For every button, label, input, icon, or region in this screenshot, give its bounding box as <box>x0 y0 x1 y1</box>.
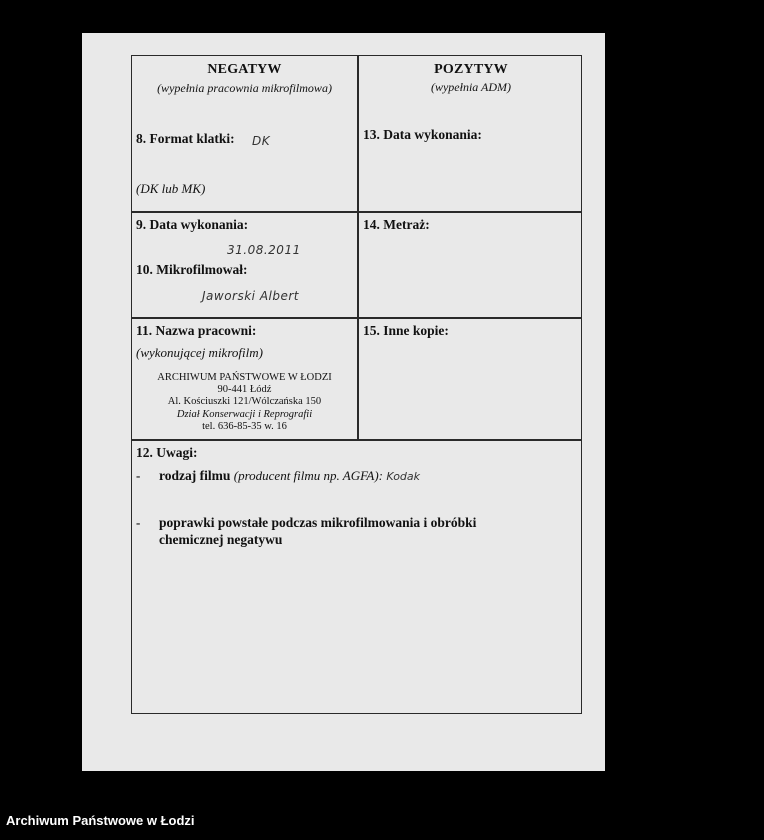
format-klatki-label: 8. Format klatki: <box>136 131 235 146</box>
metraz-label: 14. Metraż: <box>363 217 430 232</box>
metraz-cell <box>359 212 583 317</box>
stamp-line-2: 90-441 Łódź <box>217 384 272 396</box>
inne-kopie-label: 15. Inne kopie: <box>363 323 449 338</box>
pozytyw-title: POZYTYW <box>434 62 508 77</box>
stamp-line-5: tel. 636-85-35 w. 16 <box>202 420 287 432</box>
stamp-line-1: ARCHIWUM PAŃSTWOWE W ŁODZI <box>157 372 332 383</box>
microfilm-form-table <box>131 55 582 714</box>
data-wykonania-value: 31.08.2011 <box>227 243 301 257</box>
mikrofilmowal-label: 10. Mikrofilmował: <box>136 262 248 277</box>
negatyw-subtitle: (wypełnia pracownia mikrofilmowa) <box>157 81 332 95</box>
pozytyw-data-wykonania-label: 13. Data wykonania: <box>363 127 482 142</box>
nazwa-pracowni-label: 11. Nazwa pracowni: <box>136 323 257 338</box>
negatyw-title: NEGATYW <box>207 62 282 77</box>
archive-stamp <box>132 372 357 433</box>
scanned-document-page <box>82 33 605 771</box>
uwagi-label: 12. Uwagi: <box>136 445 198 460</box>
inne-kopie-cell <box>359 318 583 439</box>
poprawki-line-1: poprawki powstałe podczas mikrofilmowania i obróbki <box>159 515 477 530</box>
uwagi-cell <box>132 441 583 713</box>
data-wykonania-label: 9. Data wykonania: <box>136 217 249 232</box>
rodzaj-filmu-label: rodzaj filmu <box>159 468 231 483</box>
nazwa-pracowni-cell <box>132 318 357 439</box>
rodzaj-filmu-row <box>159 468 420 484</box>
bullet-1: - <box>136 468 141 483</box>
bullet-2: - <box>136 515 141 530</box>
format-klatki-hint: (DK lub MK) <box>136 181 206 196</box>
pozytyw-subtitle: (wypełnia ADM) <box>430 80 512 94</box>
rodzaj-filmu-hint: (producent filmu np. AGFA): <box>233 468 383 483</box>
negatyw-header-cell <box>132 56 357 211</box>
format-klatki-value: DK <box>252 134 271 148</box>
poprawki-line-2: chemicznej negatywu <box>159 532 283 547</box>
archive-caption: Archiwum Państwowe w Łodzi <box>6 813 195 828</box>
stamp-line-3: Al. Kościuszki 121/Wólczańska 150 <box>167 396 322 408</box>
stamp-line-4: Dział Konserwacji i Reprografii <box>176 408 313 420</box>
pozytyw-header-cell <box>359 56 583 211</box>
mikrofilmowal-signature: Jaworski Albert <box>202 289 300 303</box>
data-mikrofilmowal-cell <box>132 212 357 317</box>
rodzaj-filmu-value: Kodak <box>386 470 421 483</box>
nazwa-pracowni-hint: (wykonującej mikrofilm) <box>136 345 263 360</box>
